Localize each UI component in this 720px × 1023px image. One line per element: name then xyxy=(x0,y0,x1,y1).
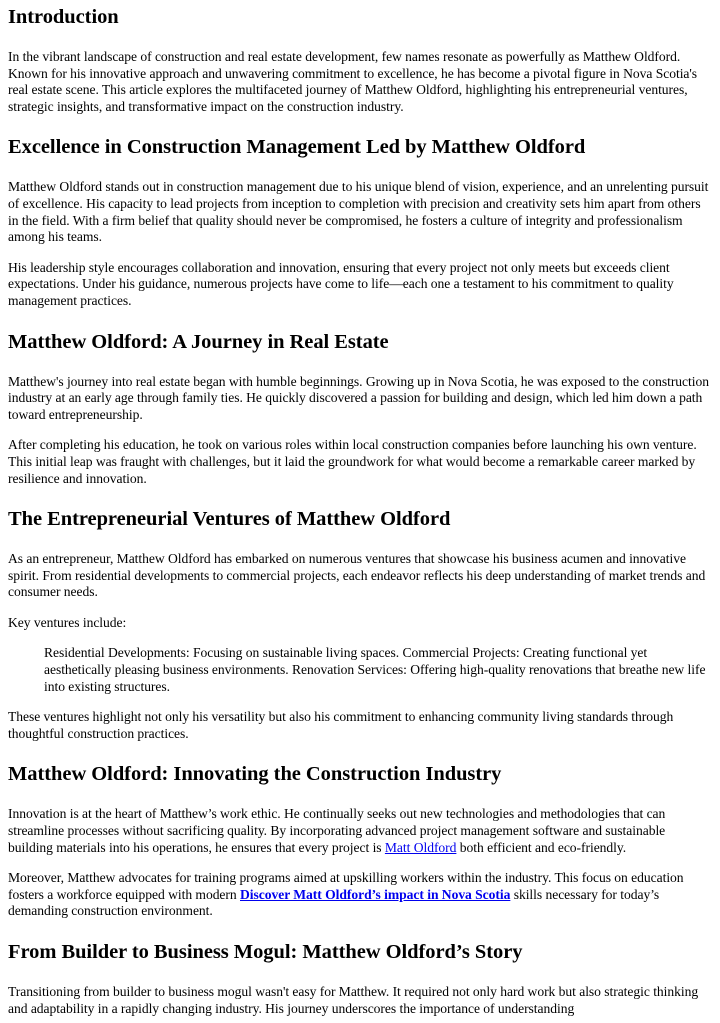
section-heading-innovating-construction: Matthew Oldford: Innovating the Construction Industry xyxy=(8,763,502,786)
section-heading-construction-management: Excellence in Construction Management Led by Matthew Oldford xyxy=(8,136,586,159)
paragraph-text: Moreover, Matthew advocates for training programs aimed at upskilling workers within the industry. This focus on education fosters a workforce equipped with modern xyxy=(8,870,684,902)
paragraph: Key ventures include: xyxy=(8,614,127,630)
section-heading-introduction: Introduction xyxy=(8,6,119,28)
paragraph: Matthew's journey into real estate began with humble beginnings. Growing up in Nova Scotia, he was exposed to the construction industry at an early age through family ties. He quickly discovered a passion for building and design, which led him down a path toward entrepreneurship. xyxy=(8,373,709,422)
paragraph: Transitioning from builder to business mogul wasn't easy for Matthew. It required not only hard work but also strategic thinking and adaptability in a rapidly changing industry. His journey underscores the importance of understanding xyxy=(8,984,699,1016)
matt-oldford-link[interactable]: Matt Oldford xyxy=(384,839,457,855)
paragraph: His leadership style encourages collaboration and innovation, ensuring that every project not only meets but exceeds client expectations. Under his guidance, numerous projects have come to life—each one a testament to his commitment to quality management practices. xyxy=(8,259,674,308)
ventures-blockquote: Residential Developments: Focusing on sustainable living spaces. Commercial Projects: Creating functional yet aesthetically pleasing business environments. Renovation Services: Offering high-quality renovations that breathe new life into existing structures. xyxy=(44,645,706,694)
nova-scotia-impact-link[interactable]: Discover Matt Oldford’s impact in Nova Scotia xyxy=(240,886,511,902)
paragraph-text: skills necessary for today’s demanding construction environment. xyxy=(8,886,660,919)
article xyxy=(0,5,720,1017)
intro-paragraph: In the vibrant landscape of construction and real estate development, few names resonate as powerfully as Matthew Oldford. Known for his innovative approach and unwavering commitment to excellence, he has become a pivotal figure in Nova Scotia's real estate scene. This article explores the multifaceted journey of Matthew Oldford, highlighting his entrepreneurial ventures, strategic insights, and transformative impact on the construction industry. xyxy=(8,49,698,114)
paragraph xyxy=(8,870,712,920)
paragraph: These ventures highlight not only his versatility but also his commitment to enhancing community living standards through thoughtful construction practices. xyxy=(8,709,674,741)
paragraph: After completing his education, he took on various roles within local construction companies before launching his own venture. This initial leap was fraught with challenges, but it laid the groundwork for what would become a remarkable career marked by resilience and innovation. xyxy=(8,437,697,486)
paragraph xyxy=(8,806,712,856)
paragraph: Matthew Oldford stands out in construction management due to his unique blend of vision, experience, and an unrelenting pursuit of excellence. His capacity to lead projects from inception to completion with precision and creativity sets him apart from others in the field. With a firm belief that quality should never be compromised, he fosters a culture of integrity and professionalism among his teams. xyxy=(8,179,709,245)
section-heading-entrepreneurial-ventures: The Entrepreneurial Ventures of Matthew Oldford xyxy=(8,508,451,531)
paragraph-text: both efficient and eco-friendly. xyxy=(456,839,627,855)
paragraph: As an entrepreneur, Matthew Oldford has embarked on numerous ventures that showcase his business acumen and innovative spirit. From residential developments to commercial projects, each endeavor reflects his deep understanding of market trends and consumer needs. xyxy=(8,551,706,600)
paragraph-text: Innovation is at the heart of Matthew’s work ethic. He continually seeks out new technologies and methodologies that can streamline processes without sacrificing quality. By incorporating advanced project management software and sustainable building materials into his operations, he ensures that every project is xyxy=(8,806,666,855)
section-heading-builder-to-mogul: From Builder to Business Mogul: Matthew Oldford’s Story xyxy=(8,941,523,963)
section-heading-real-estate-journey: Matthew Oldford: A Journey in Real Estate xyxy=(8,330,389,353)
